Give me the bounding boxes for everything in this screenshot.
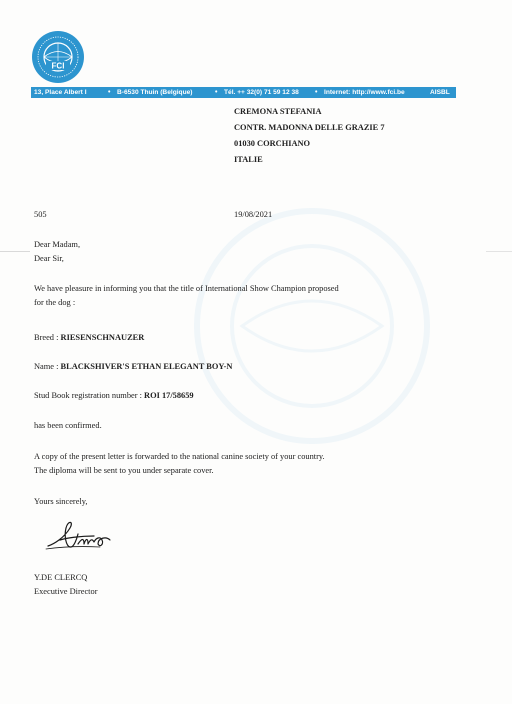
recipient-street: CONTR. MADONNA DELLE GRAZIE 7: [234, 123, 385, 132]
intro-line-1: We have pleasure in informing you that the title of International Show Champion proposed: [34, 284, 339, 293]
salutation-sir: Dear Sir,: [34, 254, 64, 263]
breed-value: RIESENSCHNAUZER: [60, 333, 145, 342]
signature-icon: [40, 516, 120, 556]
scan-edge-mark: [0, 251, 30, 252]
studbook-value: ROI 17/58659: [144, 391, 194, 400]
reference-number: 505: [34, 210, 47, 219]
bar-aisbl: AISBL: [430, 89, 450, 96]
bar-street: 13, Place Albert I: [34, 89, 87, 96]
signatory-title: Executive Director: [34, 587, 98, 596]
logo-text: FCI: [51, 61, 65, 71]
bar-separator: •: [315, 89, 318, 96]
fci-watermark-icon: [192, 206, 432, 446]
bar-city: B-6530 Thuin (Belgique): [117, 89, 193, 96]
diploma-line: The diploma will be sent to you under separate cover.: [34, 466, 214, 475]
letter-date: 19/08/2021: [234, 210, 273, 219]
intro-line-2: for the dog :: [34, 298, 76, 307]
recipient-city: 01030 CORCHIANO: [234, 139, 311, 148]
breed-label: Breed :: [34, 333, 61, 342]
address-bar: [31, 87, 456, 98]
recipient-country: ITALIE: [234, 155, 263, 164]
fci-logo-icon: [31, 30, 85, 84]
recipient-name: CREMONA STEFANIA: [234, 107, 322, 116]
studbook-line: [34, 391, 194, 400]
closing-line: Yours sincerely,: [34, 497, 88, 506]
studbook-label: Stud Book registration number :: [34, 391, 145, 400]
bar-phone: Tél. ++ 32(0) 71 59 12 38: [224, 89, 299, 96]
dog-name-label: Name :: [34, 362, 61, 371]
bar-internet[interactable]: Internet: http://www.fci.be: [324, 89, 405, 96]
scan-edge-mark: [486, 251, 512, 252]
breed-line: [34, 333, 144, 342]
recipient-address: [234, 104, 385, 168]
salutation-madam: Dear Madam,: [34, 240, 81, 249]
copy-line: A copy of the present letter is forwarded to the national canine society of your country.: [34, 452, 325, 461]
name-line: [34, 362, 232, 371]
signatory-name: Y.DE CLERCQ: [34, 573, 88, 582]
confirmed-line: has been confirmed.: [34, 421, 102, 430]
dog-name-value: BLACKSHIVER'S ETHAN ELEGANT BOY-N: [60, 362, 233, 371]
bar-separator: •: [215, 89, 218, 96]
bar-separator: •: [108, 89, 111, 96]
